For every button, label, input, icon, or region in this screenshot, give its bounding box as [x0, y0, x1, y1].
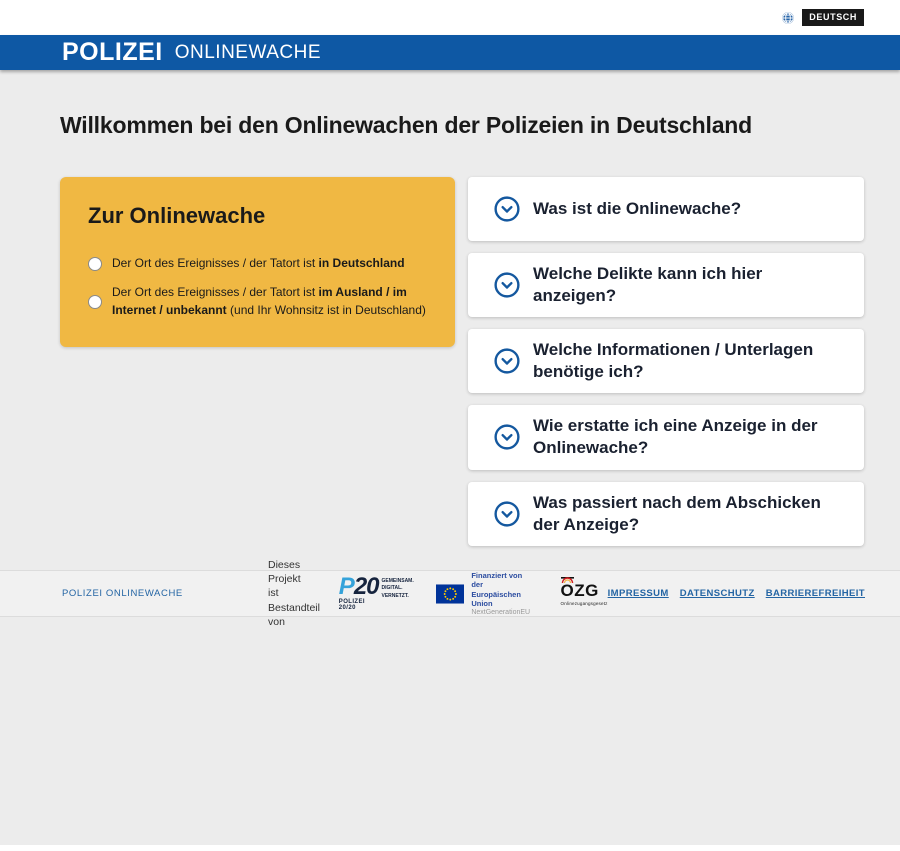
eu-funding-text: Finanziert von der Europäischen Union — [471, 570, 523, 608]
brand-polizei: POLIZEI — [62, 38, 163, 66]
footer-project-note: Dieses Projekt ist Bestandteil von — [268, 559, 320, 628]
action-card-zur-onlinewache — [60, 177, 455, 347]
radio-option-label: Der Ort des Ereignisses / der Tatort ist im Ausland / im Internet / unbekannt (und Ihr Wohnsitz ist in Deutschland) — [112, 285, 426, 317]
footer-links — [608, 588, 865, 599]
main-content — [0, 70, 900, 570]
chevron-down-icon — [494, 348, 520, 374]
footer — [0, 559, 900, 628]
eu-funding-logo — [436, 571, 535, 617]
chevron-down-icon — [494, 424, 520, 450]
faq-question: Welche Delikte kann ich hier anzeigen? — [533, 264, 763, 306]
faq-question: Welche Informationen / Unterlagen benötige ich? — [533, 340, 814, 382]
page-title: Willkommen bei den Onlinewachen der Polizeien in Deutschland — [60, 112, 752, 138]
header-bar — [0, 35, 900, 70]
radio-button[interactable] — [88, 257, 102, 271]
language-bar — [0, 0, 900, 35]
footer-link-barrierefreiheit[interactable]: BARRIEREFREIHEIT — [765, 588, 865, 599]
footer-brand: POLIZEI ONLINEWACHE — [62, 588, 183, 599]
action-card-title: Zur Onlinewache — [88, 203, 266, 228]
radio-button[interactable] — [88, 295, 102, 309]
content-columns — [60, 177, 864, 546]
faq-list — [468, 177, 864, 546]
globe-icon[interactable] — [781, 11, 795, 25]
faq-item-welche-delikte[interactable] — [468, 253, 864, 317]
p20-logo-tagline: GEMEINSAM. DIGITAL. VERNETZT. — [381, 577, 414, 599]
radio-option-tatort-ausland[interactable] — [88, 284, 427, 319]
eu-flag-icon — [436, 583, 465, 605]
faq-question: Was ist die Onlinewache? — [533, 198, 742, 218]
footer-link-datenschutz[interactable]: DATENSCHUTZ — [679, 588, 755, 599]
radio-option-tatort-deutschland[interactable] — [88, 255, 427, 272]
chevron-down-icon — [494, 196, 520, 222]
faq-item-was-ist-die-onlinewache[interactable] — [468, 177, 864, 241]
footer-link-impressum[interactable]: IMPRESSUM — [607, 588, 669, 599]
chevron-down-icon — [494, 272, 520, 298]
ozg-logo: OZG Onlinezugangsgesetz — [561, 582, 608, 606]
p20-logo-subtitle: POLIZEI 20/20 — [338, 599, 365, 612]
p20-logo: P20 POLIZEI 20/20 GEMEINSAM. DIGITAL. VERNETZT. — [338, 572, 414, 612]
radio-option-label: Der Ort des Ereignisses / der Tatort ist in Deutschland — [112, 256, 405, 270]
language-switcher[interactable]: DEUTSCH — [802, 9, 864, 26]
page-background-lower — [0, 617, 900, 845]
faq-item-wie-erstatte-ich-anzeige[interactable] — [468, 405, 864, 469]
brand-onlinewache: ONLINEWACHE — [174, 42, 321, 63]
ozg-logo-subtitle: Onlinezugangsgesetz — [560, 600, 608, 606]
eu-nextgeneration-text: NextGenerationEU — [471, 609, 531, 617]
faq-item-welche-informationen[interactable] — [468, 329, 864, 393]
faq-question: Wie erstatte ich eine Anzeige in der Onlinewache? — [533, 416, 818, 458]
ozg-umlaut-decoration — [561, 577, 574, 583]
page-bottom-strip — [0, 845, 900, 851]
faq-item-was-passiert-nach-abschicken[interactable] — [468, 482, 864, 546]
faq-question: Was passiert nach dem Abschicken der Anzeige? — [533, 492, 821, 534]
chevron-down-icon — [494, 501, 520, 527]
